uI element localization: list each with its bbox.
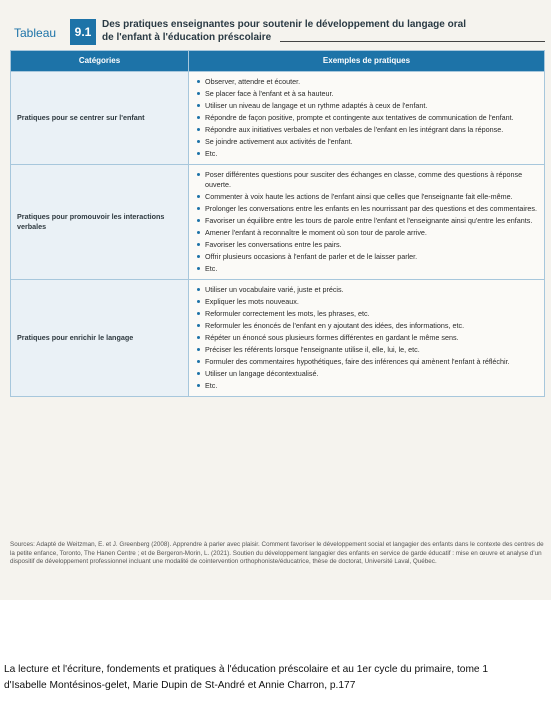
citation-line-1: La lecture et l'écriture, fondements et pratiques à l'éducation préscolaire et au 1er cycle du primaire, tome 1 (4, 664, 489, 675)
list-item: Se placer face à l'enfant et à sa hauteur. (195, 89, 538, 99)
list-item: Offrir plusieurs occasions à l'enfant de parler et de le laisser parler. (195, 252, 538, 262)
list-item: Utiliser un vocabulaire varié, juste et précis. (195, 285, 538, 295)
list-item: Répondre de façon positive, prompte et contingente aux tentatives de communication de l'enfant. (195, 113, 538, 123)
category-cell: Pratiques pour promouvoir les interactions verbales (11, 165, 189, 280)
book-citation (4, 662, 549, 694)
examples-list (195, 285, 538, 391)
list-item: Amener l'enfant à reconnaître le moment où son tour de parole arrive. (195, 228, 538, 238)
practices-table (10, 50, 545, 397)
list-item: Favoriser les conversations entre les pairs. (195, 240, 538, 250)
title-line-2: de l'enfant à l'éducation préscolaire (102, 32, 272, 43)
list-item: Expliquer les mots nouveaux. (195, 297, 538, 307)
list-item: Répéter un énoncé sous plusieurs formes différentes en gardant le même sens. (195, 333, 538, 343)
list-item: Prolonger les conversations entre les enfants en les nourrissant par des questions et des commentaires. (195, 204, 538, 214)
citation-line-2: d'Isabelle Montésinos-gelet, Marie Dupin de St-André et Annie Charron, p.177 (4, 680, 356, 691)
category-cell: Pratiques pour enrichir le langage (11, 280, 189, 397)
table-number-badge: 9.1 (70, 19, 96, 45)
table-head-row (11, 51, 545, 72)
list-item: Etc. (195, 264, 538, 274)
list-item: Formuler des commentaires hypothétiques, faire des inférences qui amènent l'enfant à réfléchir. (195, 357, 538, 367)
table-row (11, 165, 545, 280)
list-item: Préciser les référents lorsque l'enseignante utilise il, elle, lui, le, etc. (195, 345, 538, 355)
list-item: Etc. (195, 381, 538, 391)
examples-list (195, 170, 538, 274)
list-item: Utiliser un niveau de langage et un rythme adaptés à ceux de l'enfant. (195, 101, 538, 111)
table-header (10, 13, 545, 47)
sources-note: Sources: Adapté de Weitzman, E. et J. Greenberg (2008). Apprendre à parler avec plaisir. Comment favoriser le développement social et langagier des enfants dans le contexte des centres de la petite enfance, Toronto, The Hanen Centre ; et de Bergeron-Morin, L. (2021). Soutien du développement langagier des enfants en service de garde éducatif : mise en œuvre et analyse d'un dispositif de développement professionnel incluant une modalité de cointervention orthophoniste/éducatrice, thèse de doctorat, Université Laval, Québec. (10, 541, 544, 566)
category-cell: Pratiques pour se centrer sur l'enfant (11, 72, 189, 165)
list-item: Utiliser un langage décontextualisé. (195, 369, 538, 379)
table-row (11, 280, 545, 397)
header-categories: Catégories (11, 51, 189, 72)
list-item: Favoriser un équilibre entre les tours de parole entre l'enfant et l'enseignante ainsi qu'entre les enfants. (195, 216, 538, 226)
examples-list (195, 77, 538, 159)
list-item: Observer, attendre et écouter. (195, 77, 538, 87)
examples-cell (189, 72, 545, 165)
list-item: Répondre aux initiatives verbales et non verbales de l'enfant en les intégrant dans la réponse. (195, 125, 538, 135)
title-line-1: Des pratiques enseignantes pour soutenir le développement du langage oral (102, 19, 466, 30)
list-item: Se joindre activement aux activités de l'enfant. (195, 137, 538, 147)
table-label: Tableau (14, 26, 57, 40)
examples-cell (189, 165, 545, 280)
list-item: Etc. (195, 149, 538, 159)
header-examples: Exemples de pratiques (189, 51, 545, 72)
title-rule (280, 41, 545, 42)
table-row (11, 72, 545, 165)
list-item: Poser différentes questions pour susciter des échanges en classe, comme des questions à réponse ouverte. (195, 170, 538, 190)
list-item: Reformuler correctement les mots, les phrases, etc. (195, 309, 538, 319)
examples-cell (189, 280, 545, 397)
list-item: Commenter à voix haute les actions de l'enfant ainsi que celles que l'enseignante fait elle-même. (195, 192, 538, 202)
list-item: Reformuler les énoncés de l'enfant en y ajoutant des idées, des informations, etc. (195, 321, 538, 331)
